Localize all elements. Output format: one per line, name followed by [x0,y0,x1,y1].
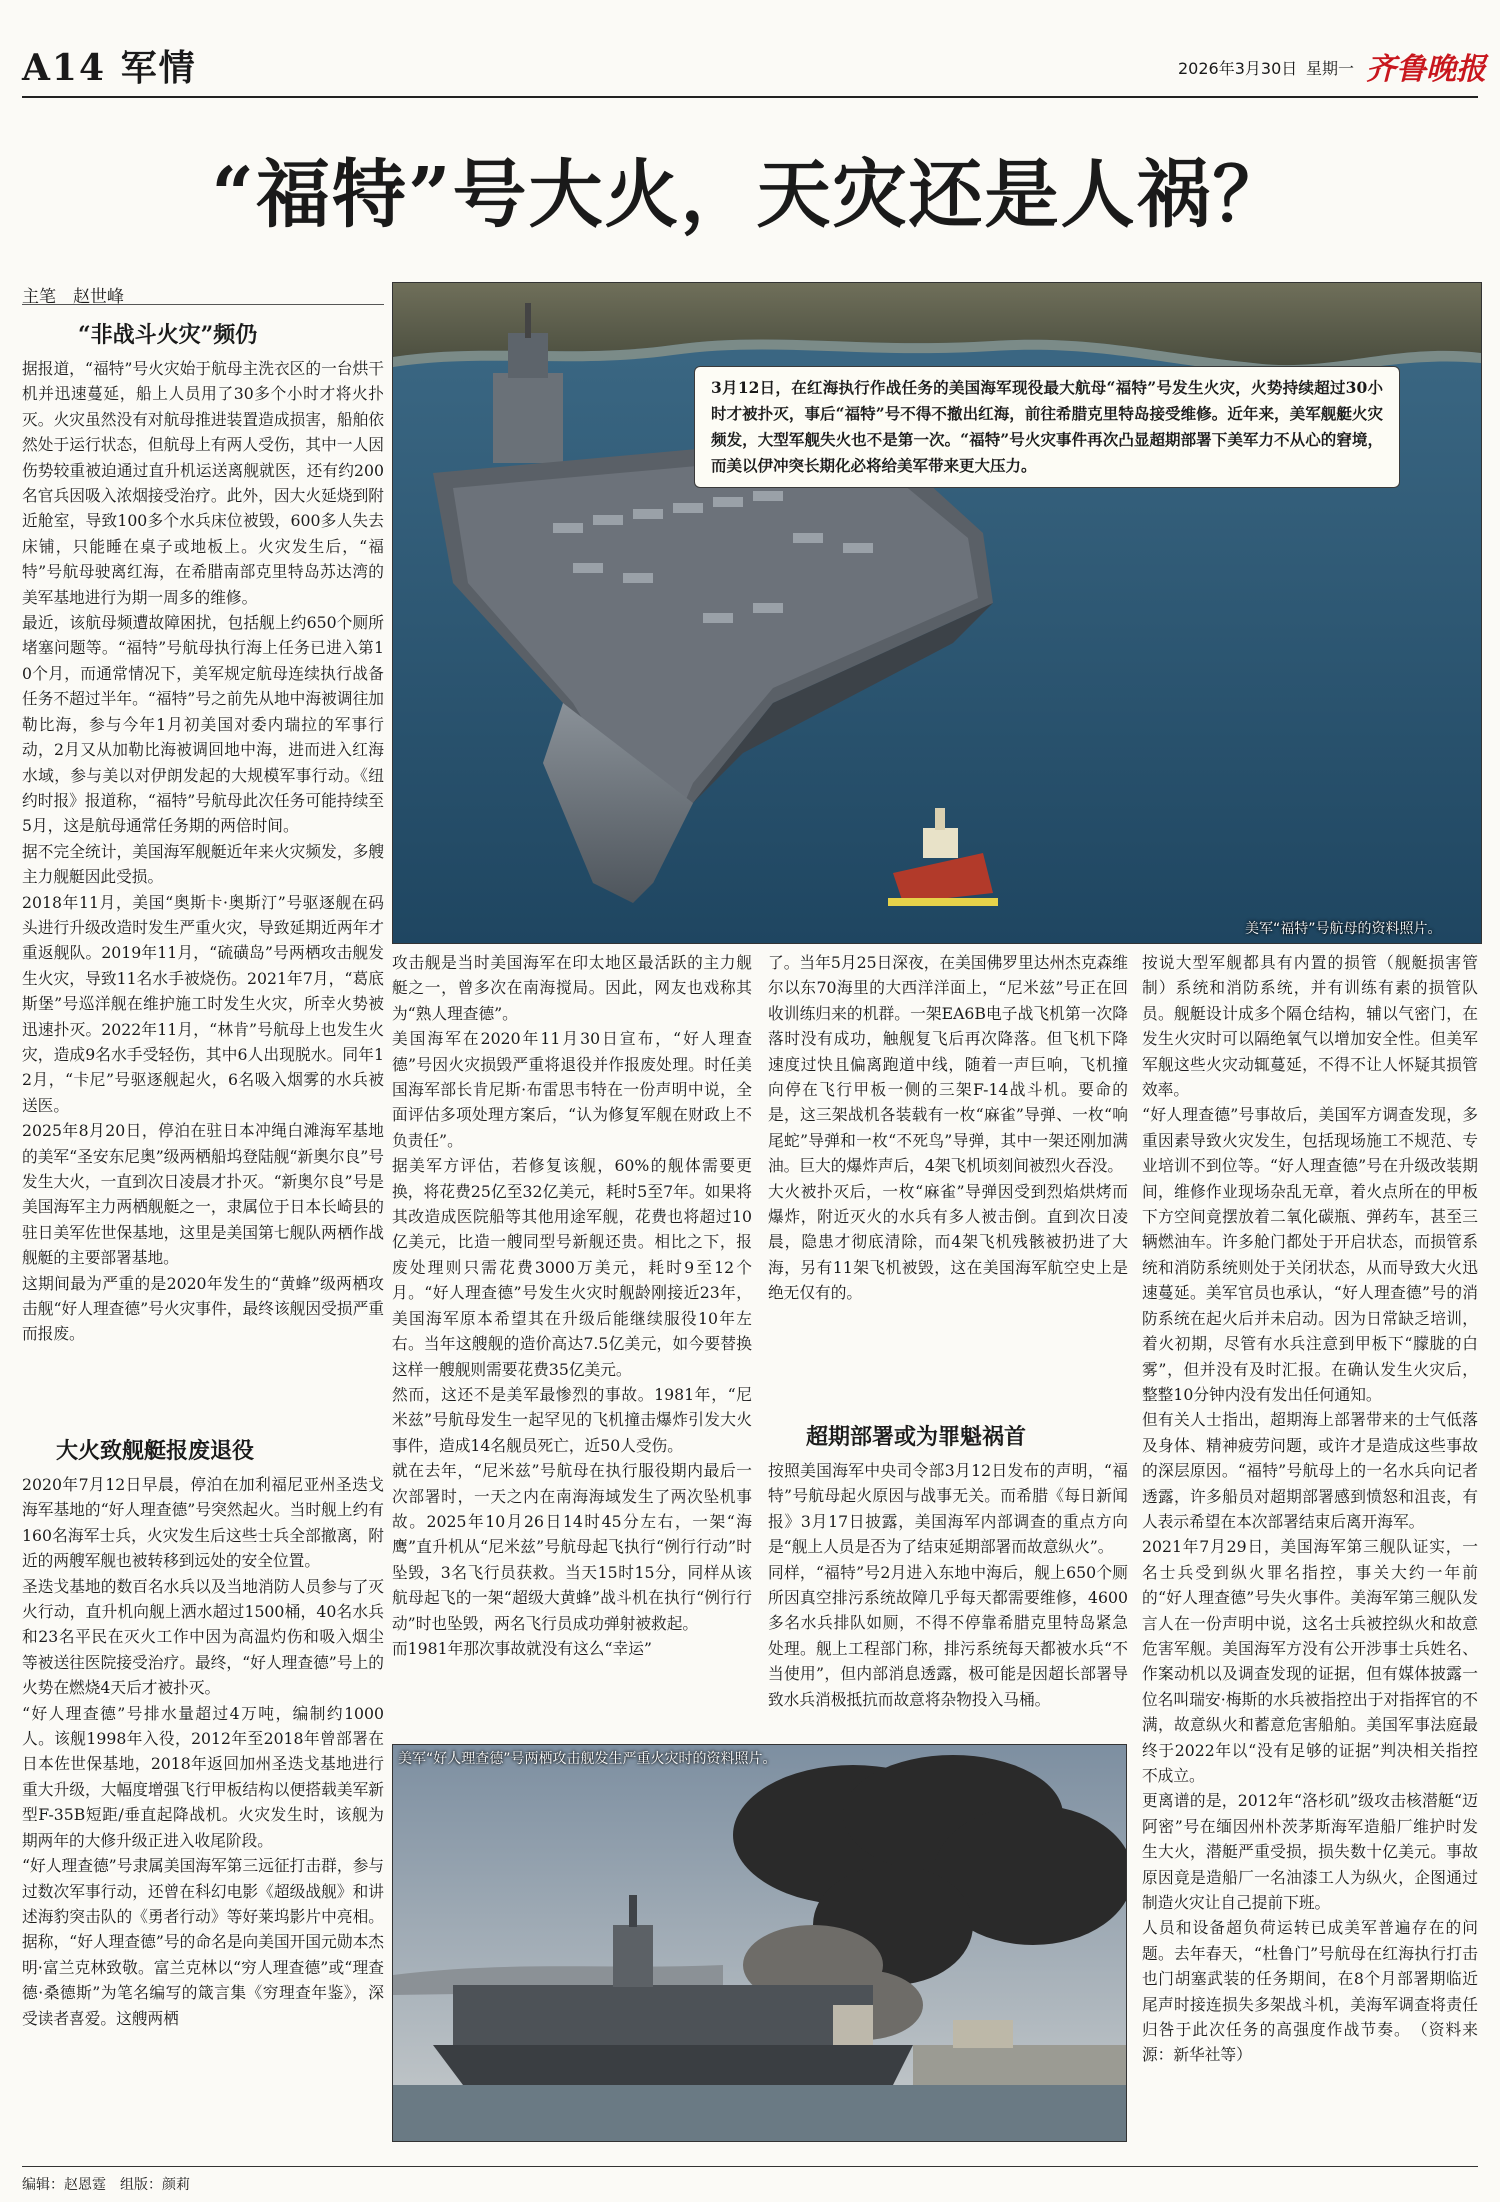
subhead-nonbattle-fires: “非战斗火灾”频仍 [78,322,258,348]
article-column-3b: 按照美国海军中央司令部3月12日发布的声明，“福特”号航母起火原因与战事无关。而希腊《每日新闻报》3月17日披露，美国海军内部调查的重点方向是“舰上人员是否为了结束延期部署而故意纵火”。 同样，“福特”号2月进入东地中海后，舰上650个厕所因真空排污系统故障几乎每天都需要维修，4600多名水兵排队如厕，不得不停靠希腊克里特岛紧急处理。舰上工程部门称，排污系统每天都被水兵“不当使用”，但内部消息透露，极可能是因超长部署导致水兵消极抵抗而故意将杂物投入马桶。 [768,1461,1128,1709]
carrier-photo-caption: 美军“福特”号航母的资料照片。 [1245,921,1442,937]
article-column-3a: 了。当年5月25日深夜，在美国佛罗里达州杰克森维尔以东70海里的大西洋洋面上，“尼米兹”号正在回收训练归来的机群。一架EA6B电子战飞机第一次降落时没有成功，触舰复飞后再次降落。但飞机下降速度过快且偏离跑道中线，随着一声巨响，飞机撞向停在飞行甲板一侧的三架F-14战斗机。要命的是，这三架战机各装载有一枚“麻雀”导弹、一枚“响尾蛇”导弹和一枚“不死鸟”导弹，其中一架还刚加满油。巨大的爆炸声后，4架飞机顷刻间被烈火吞没。 大火被扑灭后，一枚“麻雀”导弹因受到烈焰烘烤而爆炸，附近灭火的水兵有多人被击倒。直到次日凌晨，隐患才彻底清除，而4架飞机残骸被扔进了大海，另有11架飞机被毁，这在美国海军航空史上是绝无仅有的。 [768,953,1128,1303]
author-byline: 主笔 赵世峰 [22,287,124,307]
fire-ship-photo-caption: 美军“好人理查德”号两栖攻击舰发生严重火灾时的资料照片。 [398,1751,777,1767]
editor-credits: 编辑：赵恩霆 组版：颜莉 [22,2177,190,2193]
subhead-scrapped-ship: 大火致舰艇报废退役 [56,1438,255,1464]
fire-ship-photo [392,1744,1127,2142]
issue-weekday: 星期一 [1306,59,1355,78]
issue-date: 2026年3月30日 [1178,59,1298,78]
byline-rule [22,304,384,305]
photo-lead-box: 3月12日，在红海执行作战任务的美国海军现役最大航母“福特”号发生火灾，火势持续超过30小时才被扑灭，事后“福特”号不得不撤出红海，前往希腊克里特岛接受维修。近年来，美军舰艇火灾频发，大型军舰失火也不是第一次。“福特”号火灾事件再次凸显超期部署下美军力不从心的窘境，而美以伊冲突长期化必将给美军带来更大压力。 [694,366,1400,488]
newspaper-logo: 齐鲁晚报 [1366,52,1486,87]
article-column-4: 按说大型军舰都具有内置的损管（舰艇损害管制）系统和消防系统，并有训练有素的损管队员。舰艇设计成多个隔仓结构，辅以气密门，在发生火灾时可以隔绝氧气以增加安全性。但美军军舰这些火灾动辄蔓延，不得不让人怀疑其损管效率。 “好人理查德”号事故后，美国军方调查发现，多重因素导致火灾发生，包括现场施工不规范、专业培训不到位等。“好人理查德”号在升级改装期间，维修作业现场杂乱无章，着火点所在的甲板下方空间竟摆放着二氧化碳瓶、弹药车，甚至三辆燃油车。许多舱门都处于开启状态，而损管系统和消防系统则处于关闭状态，从而导致大火迅速蔓延。美军官员也承认，“好人理查德”号的消防系统在起火后并未启动。因为日常缺乏培训，着火初期，尽管有水兵注意到甲板下“朦胧的白雾”，但并没有及时汇报。在确认发生火灾后，整整10分钟内没有发出任何通知。 但有关人士指出，超期海上部署带来的士气低落及身体、精神疲劳问题，或许才是造成这些事故的深层原因。“福特”号航母上的一名水兵向记者透露，许多船员对超期部署感到愤怒和沮丧，有人表示希望在本次部署结束后离开海军。 2021年7月29日，美国海军第三舰队证实，一名士兵受到纵火罪名指控，事关大约一年前的“好人理查德”号失火事件。美海军第三舰队发言人在一份声明中说，这名士兵被控纵火和故意危害军舰。美国海军方没有公开涉事士兵姓名、作案动机以及调查发现的证据，但有媒体披露一位名叫瑞安·梅斯的水兵被指控出于对指挥官的不满，故意纵火和蓄意危害船舶。美国军事法庭最终于2022年以“没有足够的证据”判决相关指控不成立。 更离谱的是，2012年“洛杉矶”级攻击核潜艇“迈阿密”号在缅因州朴茨茅斯海军造船厂维护时发生大火，潜艇严重受损，损失数十亿美元。事故原因竟是造船厂一名油漆工人为纵火，企图通过制造火灾让自己提前下班。 人员和设备超负荷运转已成美军普遍存在的问题。去年春天，“杜鲁门”号航母在红海执行打击也门胡塞武装的任务期间，在8个月部署期临近尾声时接连损失多架战斗机，美海军调查将责任归咎于此次任务的高强度作战节奏。 （资料来源：新华社等） [1142,953,1478,2065]
subhead-overdeployment: 超期部署或为罪魁祸首 [806,1424,1027,1450]
headline: “福特”号大火，天灾还是人祸？ [211,152,1289,238]
article-column-1a: 据报道，“福特”号火灾始于航母主洗衣区的一台烘干机并迅速蔓延，船上人员用了30多个小时才将火扑灭。火灾虽然没有对航母推进装置造成损害，船舶依然处于运行状态，但航母上有两人受伤，其中一人因伤势较重被迫通过直升机运送离舰就医，还有约200名官兵因吸入浓烟接受治疗。此外，因大火延烧到附近舱室，导致100多个水兵床位被毁，600多人失去床铺，只能睡在桌子或地板上。火灾发生后，“福特”号航母驶离红海，在希腊南部克里特岛苏达湾的美军基地进行为期一周多的维修。 最近，该航母频遭故障困扰，包括舰上约650个厕所堵塞问题等。“福特”号航母执行海上任务已进入第10个月，而通常情况下，美军规定航母连续执行战备任务不超过半年。“福特”号之前先从地中海被调往加勒比海，参与今年1月初美国对委内瑞拉的军事行动，2月又从加勒比海被调回地中海，进而进入红海水域，参与美以对伊朗发起的大规模军事行动。《纽约时报》报道称，“福特”号航母此次任务可能持续至5月，这是航母通常任务期的两倍时间。 据不完全统计，美国海军舰艇近年来火灾频发，多艘主力舰艇因此受损。 2018年11月，美国“奥斯卡·奥斯汀”号驱逐舰在码头进行升级改造时发生严重火灾，导致延期近两年才重返舰队。2019年11月，“硫磺岛”号两栖攻击舰发生火灾，导致11名水手被烧伤。2021年7月，“葛底斯堡”号巡洋舰在维护施工时发生火灾，所幸火势被迅速扑灭。2022年11月，“林肯”号航母上也发生火灾，造成9名水手受轻伤，其中6人出现脱水。同年12月，“卡尼”号驱逐舰起火，6名吸入烟雾的水兵被送医。 2025年8月20日，停泊在驻日本冲绳白滩海军基地的美军“圣安东尼奥”级两栖船坞登陆舰“新奥尔良”号发生大火，一直到次日凌晨才扑灭。“新奥尔良”号是美国海军主力两栖舰艇之一，隶属位于日本长崎县的驻日美军佐世保基地，这里是美国第七舰队两栖作战舰艇的主要部署基地。 这期间最为严重的是2020年发生的“黄蜂”级两栖攻击舰“好人理查德”号火灾事件，最终该舰因受损严重而报废。 [22,359,384,1344]
article-column-1b: 2020年7月12日早晨，停泊在加利福尼亚州圣迭戈海军基地的“好人理查德”号突然起火。当时舰上约有160名海军士兵，火灾发生后这些士兵全部撤离，附近的两艘军舰也被转移到远处的安全位置。 圣迭戈基地的数百名水兵以及当地消防人员参与了灭火行动，直升机向舰上洒水超过1500桶，40名水兵和23名平民在灭火工作中因为高温灼伤和吸入烟尘等被送往医院接受治疗。最终，“好人理查德”号上的火势在燃烧4天后才被扑灭。 “好人理查德”号排水量超过4万吨，编制约1000人。该舰1998年入役，2012年至2018年曾部署在日本佐世保基地，2018年返回加州圣迭戈基地进行重大升级，大幅度增强飞行甲板结构以便搭载美军新型F-35B短距/垂直起降战机。火灾发生时，该舰为期两年的大修升级正进入收尾阶段。 “好人理查德”号隶属美国海军第三远征打击群，参与过数次军事行动，还曾在科幻电影《超级战舰》和讲述海豹突击队的《勇者行动》等好莱坞影片中亮相。据称，“好人理查德”号的命名是向美国开国元勋本杰明·富兰克林致敬。富兰克林以“穷人理查德”或“理查德·桑德斯”为笔名编写的箴言集《穷理查年鉴》，深受读者喜爱。这艘两栖 [22,1475,384,2028]
footer-rule [22,2166,1478,2167]
section-label: A14 军情 [22,47,197,89]
article-column-2: 攻击舰是当时美国海军在印太地区最活跃的主力舰艇之一，曾多次在南海搅局。因此，网友也戏称其为“熟人理查德”。 美国海军在2020年11月30日宣布，“好人理查德”号因火灾损毁严重将退役并作报废处理。时任美国海军部长肯尼斯·布雷思韦特在一份声明中说，全面评估多项处理方案后，“认为修复军舰在财政上不负责任”。 据美军方评估，若修复该舰，60%的舰体需要更换，将花费25亿至32亿美元，耗时5至7年。如果将其改造成医院船等其他用途军舰，花费也将超过10亿美元，比造一艘同型号新舰还贵。相比之下，报废处理则只需花费3000万美元，耗时9至12个月。“好人理查德”号发生火灾时舰龄刚接近23年，美国海军原本希望其在升级后能继续服役10年左右。当年这艘舰的造价高达7.5亿美元，如今要替换这样一艘舰则需要花费35亿美元。 然而，这还不是美军最惨烈的事故。1981年，“尼米兹”号航母发生一起罕见的飞机撞击爆炸引发大火事件，造成14名舰员死亡，近50人受伤。 就在去年，“尼米兹”号航母在执行服役期内最后一次部署时，一天之内在南海海域发生了两次坠机事故。2025年10月26日14时45分左右，一架“海鹰”直升机从“尼米兹”号航母起飞执行“例行行动”时坠毁，3名飞行员获救。当天15时15分，同样从该航母起飞的一架“超级大黄蜂”战斗机在执行“例行行动”时也坠毁，两名飞行员成功弹射被救起。 而1981年那次事故就没有这么“幸运” [392,953,752,1658]
header-rule [22,96,1478,98]
